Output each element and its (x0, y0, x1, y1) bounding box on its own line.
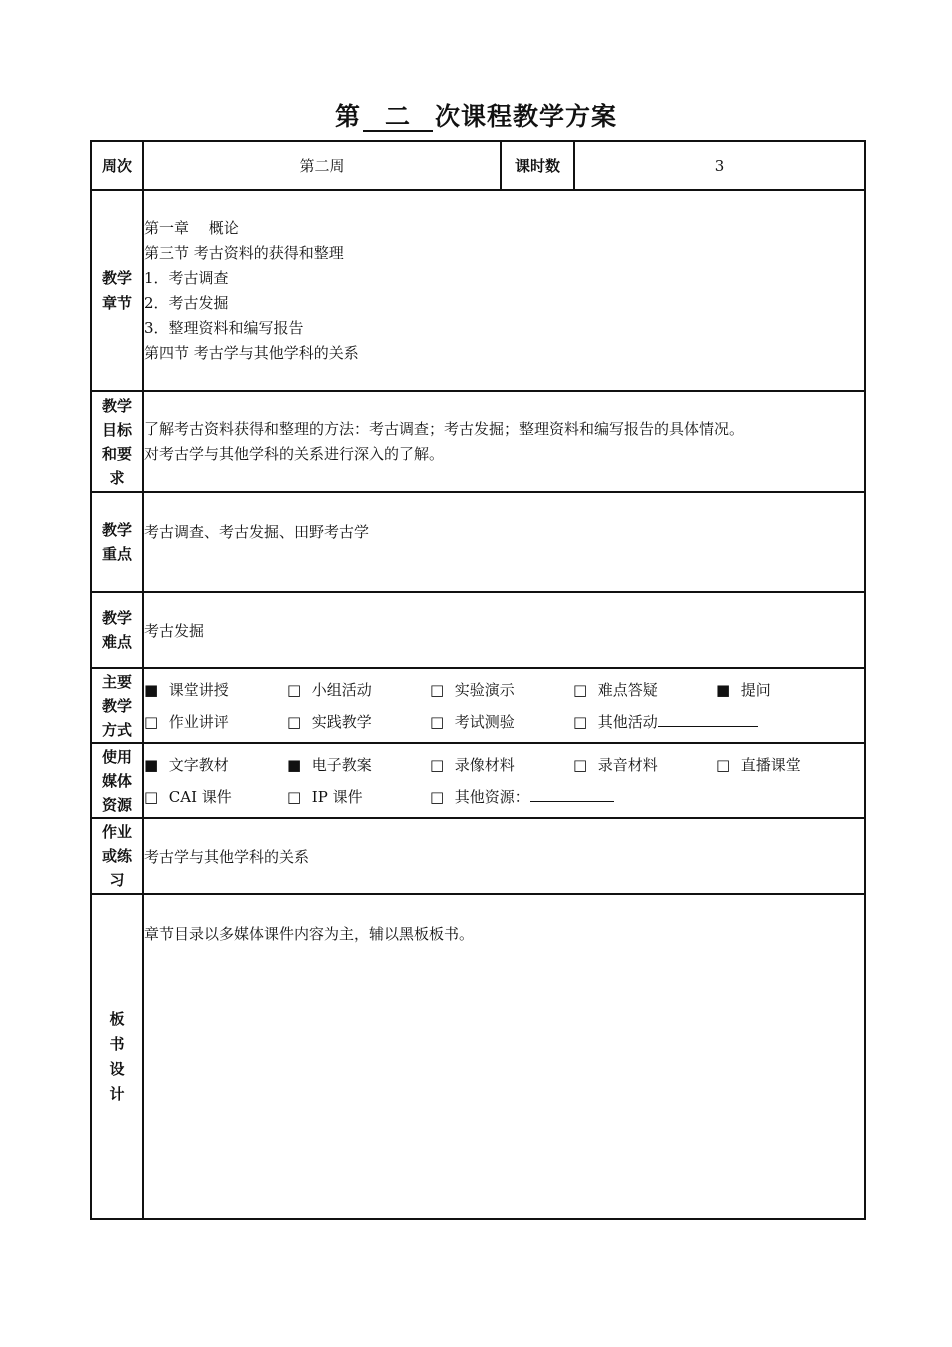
methods-row (91, 668, 865, 743)
board-value: 章节目录以多媒体课件内容为主，辅以黑板板书。 (143, 894, 865, 1219)
media-video-checkbox[interactable]: □ 录像材料 (430, 755, 515, 774)
method-question-checkbox[interactable]: ■ 提问 (716, 680, 771, 699)
homework-value: 考古学与其他学科的关系 (143, 818, 865, 894)
title-suffix: 次课程教学方案 (435, 102, 618, 131)
difficulties-value: 考古发掘 (143, 592, 865, 668)
chapter-line: 第三节 考古资料的获得和整理 (144, 243, 344, 262)
media-e-plan-checkbox[interactable]: ■ 电子教案 (287, 755, 372, 774)
page-title (0, 100, 952, 134)
goals-line: 了解考古资料获得和整理的方法：考古调查；考古发掘；整理资料和编写报告的具体情况。 (144, 419, 745, 438)
media-row (91, 743, 865, 818)
method-lecture-checkbox[interactable]: ■ 课堂讲授 (144, 680, 229, 699)
chapter-content (143, 190, 865, 391)
media-cai-checkbox[interactable]: □ CAI 课件 (144, 787, 232, 806)
key-points-row (91, 492, 865, 592)
media-label (91, 743, 143, 818)
homework-row (91, 818, 865, 894)
chapter-line: 第四节 考古学与其他学科的关系 (144, 343, 359, 362)
methods-label (91, 668, 143, 743)
week-value: 第二周 (143, 141, 501, 190)
method-demo-checkbox[interactable]: □ 实验演示 (430, 680, 515, 699)
hours-label: 课时数 (501, 141, 574, 190)
media-textbook-checkbox[interactable]: ■ 文字教材 (144, 755, 229, 774)
method-practice-checkbox[interactable]: □ 实践教学 (287, 712, 372, 731)
chapter-line: 2．考古发掘 (144, 293, 229, 312)
key-points-value: 考古调查、考古发掘、田野考古学 (143, 492, 865, 592)
board-label (91, 894, 143, 1219)
title-number: 二 (363, 104, 433, 132)
method-homework-review-checkbox[interactable]: □ 作业讲评 (144, 712, 229, 731)
method-qa-checkbox[interactable]: □ 难点答疑 (573, 680, 658, 699)
lesson-plan-table (90, 140, 866, 1220)
media-other-blank[interactable] (530, 787, 614, 802)
method-group-checkbox[interactable]: □ 小组活动 (287, 680, 372, 699)
chapter-line: 第一章 概论 (144, 218, 239, 237)
chapter-label (91, 190, 143, 391)
key-points-label (91, 492, 143, 592)
goals-content (143, 391, 865, 492)
goals-label-text: 教学目标和要求 (101, 396, 132, 487)
media-label-text: 使用媒体资源 (101, 747, 132, 814)
difficulties-row (91, 592, 865, 668)
goals-label (91, 391, 143, 492)
chapter-line: 1．考古调查 (144, 268, 229, 287)
header-row (91, 141, 865, 190)
board-label-text: 板书设计 (109, 1009, 125, 1103)
hours-value: 3 (574, 141, 865, 190)
key-points-label-text: 教学重点 (101, 521, 132, 563)
week-label: 周次 (91, 141, 143, 190)
media-ip-checkbox[interactable]: □ IP 课件 (287, 787, 363, 806)
methods-options (143, 668, 865, 743)
chapter-label-text: 教学章节 (101, 268, 132, 312)
chapter-row (91, 190, 865, 391)
media-live-checkbox[interactable]: □ 直播课堂 (716, 755, 801, 774)
media-audio-checkbox[interactable]: □ 录音材料 (573, 755, 658, 774)
methods-label-text: 主要教学方式 (101, 672, 132, 739)
difficulties-label (91, 592, 143, 668)
goals-line: 对考古学与其他学科的关系进行深入的了解。 (144, 444, 445, 463)
homework-label (91, 818, 143, 894)
goals-row (91, 391, 865, 492)
title-prefix: 第 (334, 102, 361, 131)
board-row (91, 894, 865, 1219)
homework-label-text: 作业或练习 (101, 823, 132, 889)
media-other-checkbox[interactable]: □ 其他资源： (430, 781, 614, 813)
chapter-line: 3．整理资料和编写报告 (144, 318, 304, 337)
method-other-blank[interactable] (658, 712, 758, 727)
media-options (143, 743, 865, 818)
method-exam-checkbox[interactable]: □ 考试测验 (430, 712, 515, 731)
method-other-checkbox[interactable]: □ 其他活动 (573, 706, 758, 738)
difficulties-label-text: 教学难点 (101, 609, 132, 651)
